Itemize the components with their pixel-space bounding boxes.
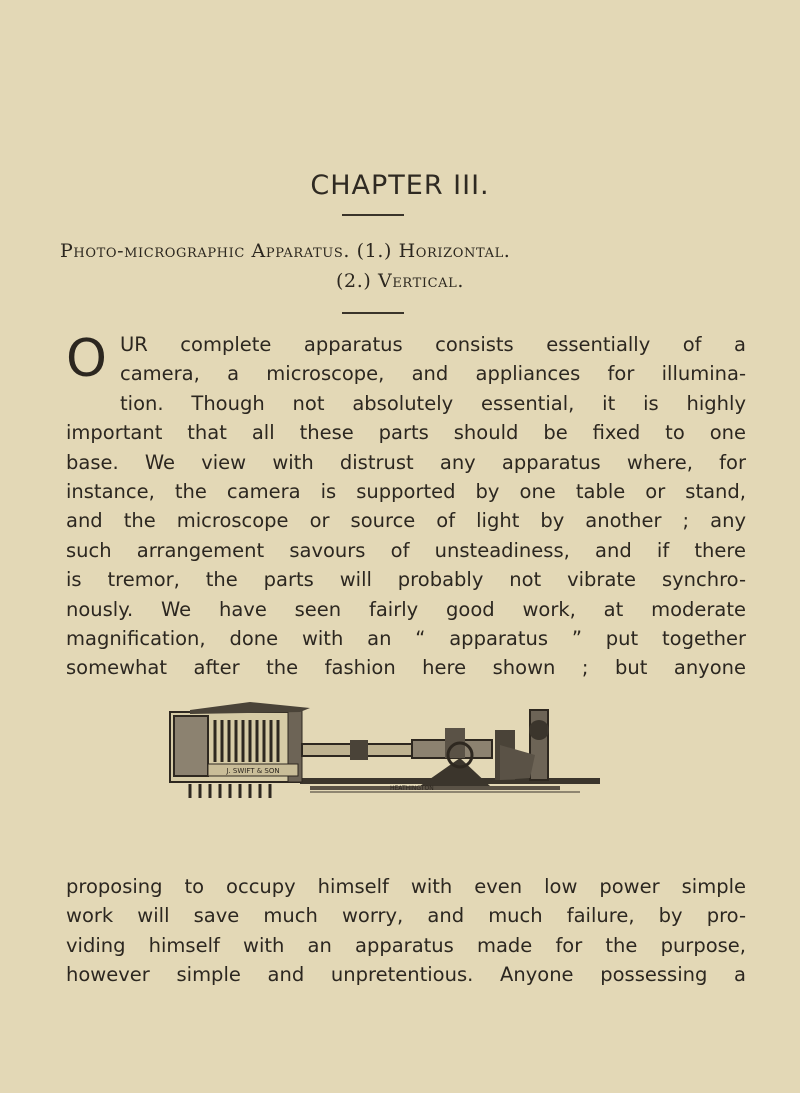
text-line: is tremor, the parts will probably not vibrate synchro- bbox=[66, 568, 746, 592]
text-line: base. We view with distrust any apparatus where, for bbox=[66, 450, 746, 474]
divider-rule-bottom bbox=[342, 312, 404, 314]
divider-rule-top bbox=[342, 214, 404, 216]
paragraph-2 bbox=[66, 872, 746, 990]
apparatus-illustration bbox=[160, 700, 610, 800]
text-line: such arrangement savours of unsteadiness, and if there bbox=[66, 538, 746, 562]
text-line: important that all these parts should be fixed to one bbox=[66, 421, 746, 445]
base-label: HEATHINGTON bbox=[390, 785, 434, 792]
text-line: magnification, done with an “ apparatus ” put together bbox=[66, 626, 746, 650]
text-line: work will save much worry, and much failure, by pro- bbox=[66, 904, 746, 928]
text-line: however simple and unpretentious. Anyone possessing a bbox=[66, 963, 746, 987]
text-line: tion. Though not absolutely essential, it is highly bbox=[120, 391, 746, 415]
text-line: camera, a microscope, and appliances for illumina- bbox=[120, 362, 746, 386]
text-line: instance, the camera is supported by one table or stand, bbox=[66, 479, 746, 503]
paragraph-1 bbox=[66, 330, 746, 683]
section-heading-line1: Photo-micrographic Apparatus. (1.) Horizontal. bbox=[60, 240, 511, 262]
text-line: and the microscope or source of light by another ; any bbox=[66, 509, 746, 533]
text-line: UR complete apparatus consists essentially of a bbox=[120, 333, 746, 356]
maker-plate-label: J. SWIFT & SON bbox=[226, 767, 280, 775]
text-line: proposing to occupy himself with even low power simple bbox=[66, 875, 746, 898]
section-heading-line2: (2.) Vertical. bbox=[336, 270, 464, 292]
drop-cap: O bbox=[66, 329, 107, 389]
text-line: nously. We have seen fairly good work, at moderate bbox=[66, 597, 746, 621]
text-line: viding himself with an apparatus made for the purpose, bbox=[66, 933, 746, 957]
chapter-title: CHAPTER III. bbox=[310, 170, 490, 201]
text-line: somewhat after the fashion here shown ; but anyone bbox=[66, 656, 746, 680]
